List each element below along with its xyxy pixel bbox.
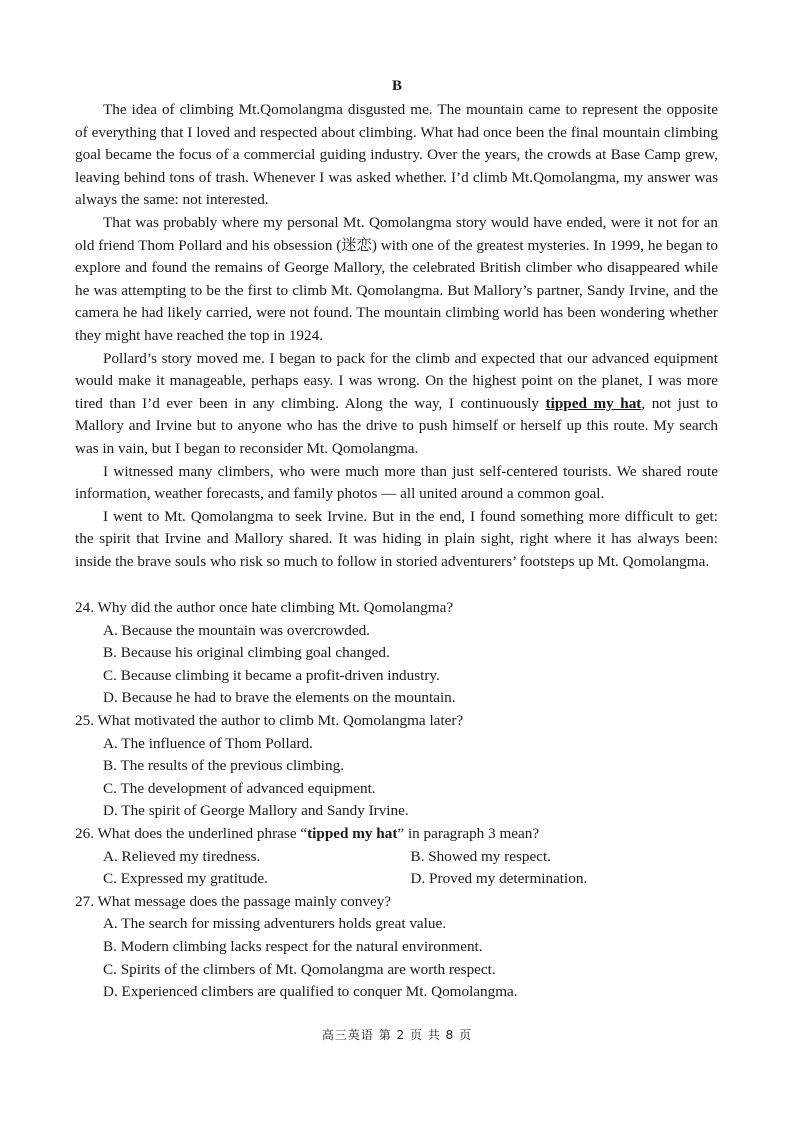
option-a: A. The search for missing adventurers holds great value. [103, 915, 447, 933]
question-stem [75, 823, 718, 846]
paragraph-3-text-after: , not just to Mallory and Irvine but to anyone who has the drive to push himself or herself up this route. My search was in vain, but I began to reconsider Mt. Qomolangma. [75, 394, 718, 457]
option-b: B. Showed my respect. [410, 847, 551, 865]
paragraph-2: That was probably where my personal Mt. Qomolangma story would have ended, were it not for an old friend Thom Pollard and his obsession (迷恋) with one of the greatest mysteries. In 1999, he began to explore and found the remains of George Mallory, the celebrated British climber who disappeared while he was attempting to be the first to climb Mt. Qomolangma. But Mallory’s partner, Sandy Irvine, and the camera he had likely carried, were not found. The mountain climbing world has been wondering whether they might have reached the top in 1924. [75, 213, 718, 344]
question-stem: 24. Why did the author once hate climbing Mt. Qomolangma? [75, 599, 454, 616]
option-a: A. Because the mountain was overcrowded. [103, 621, 370, 639]
option-c: C. The development of advanced equipment. [103, 779, 376, 797]
question-stem: 27. What message does the passage mainly convey? [75, 892, 392, 910]
option-c: C. Because climbing it became a profit-driven industry. [103, 666, 440, 684]
option-b: B. The results of the previous climbing. [103, 757, 344, 775]
page-footer: 高三英语 第 2 页 共 8 页 [321, 1028, 473, 1042]
option-b: B. Because his original climbing goal changed. [103, 644, 390, 662]
option-d: D. Experienced climbers are qualified to conquer Mt. Qomolangma. [103, 983, 518, 1001]
underlined-phrase: tipped my hat [545, 394, 642, 412]
option-d: D. Because he had to brave the elements on the mountain. [103, 689, 456, 707]
question-24 [75, 597, 718, 710]
question-stem-before: 26. What does the underlined phrase “ [75, 824, 308, 842]
option-d: D. The spirit of George Mallory and Sandy Irvine. [103, 802, 409, 820]
option-a: A. The influence of Thom Pollard. [103, 734, 313, 752]
question-stem-bold-phrase: tipped my hat [307, 824, 398, 842]
paragraph-3-text-before: Pollard’s story moved me. I began to pack for the climb and expected that our advanced equipment would make it manageable, perhaps easy. I was wrong. On the highest point on the planet, I was more tired than I’d ever been in any climbing. Along the way, I continuously [75, 349, 718, 412]
reading-passage [75, 99, 718, 573]
option-a: A. Relieved my tiredness. [103, 847, 261, 865]
option-d: D. Proved my determination. [410, 870, 588, 888]
question-27 [75, 891, 718, 1004]
question-list [75, 597, 718, 1004]
option-row [103, 846, 718, 869]
section-heading: B [391, 78, 402, 94]
paragraph-5: I went to Mt. Qomolangma to seek Irvine. But in the end, I found something more difficult to get: the spirit that Irvine and Mallory shared. It was hiding in plain sight, right where it has always been: inside the brave souls who risk so much to follow in storied adventurers’ footsteps up Mt. Qomolangma. [75, 507, 718, 570]
question-stem: 25. What motivated the author to climb Mt. Qomolangma later? [75, 711, 464, 729]
question-26 [75, 823, 718, 891]
question-stem-after: ” in paragraph 3 mean? [397, 824, 540, 842]
option-b: B. Modern climbing lacks respect for the natural environment. [103, 937, 483, 955]
option-row [103, 868, 718, 891]
paragraph-4: I witnessed many climbers, who were much more than just self-centered tourists. We shared route information, weather forecasts, and family photos — all united around a common goal. [75, 462, 718, 503]
option-c: C. Expressed my gratitude. [103, 870, 268, 888]
paragraph-1: The idea of climbing Mt.Qomolangma disgusted me. The mountain came to represent the opposite of everything that I loved and respected about climbing. What had once been the final mountain climbing goal became the focus of a commercial guiding industry. Over the years, the crowds at Base Camp grew, leaving behind tons of trash. Whenever I was asked whether. I’d climb Mt.Qomolangma, my answer was always the same: not interested. [75, 101, 718, 209]
option-c: C. Spirits of the climbers of Mt. Qomolangma are worth respect. [103, 960, 496, 978]
paragraph-3 [75, 348, 718, 461]
question-25 [75, 710, 718, 823]
